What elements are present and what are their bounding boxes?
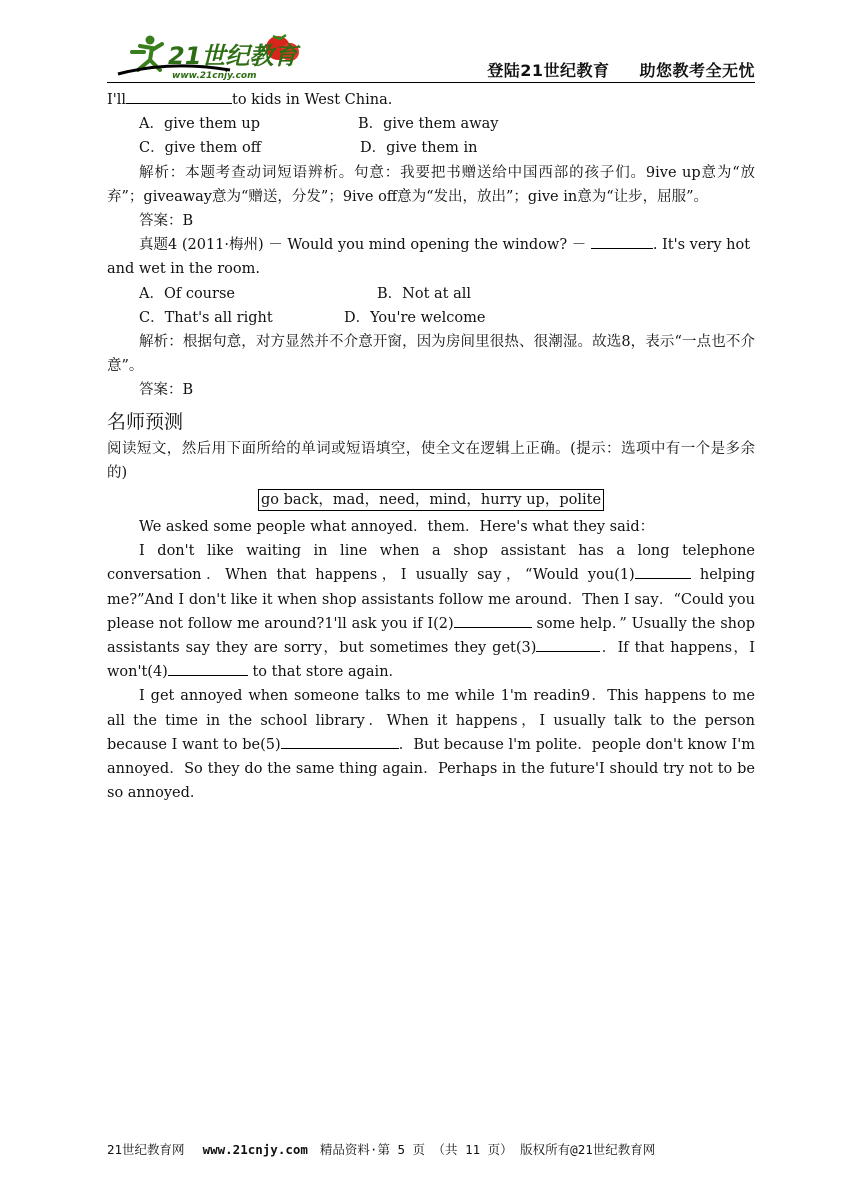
blank-2 [454, 612, 532, 628]
blank-3 [536, 636, 600, 652]
option-d: D．give them in [360, 140, 478, 157]
blank-1 [635, 563, 691, 579]
answer-blank [591, 233, 653, 249]
passage-paragraph-2: I don't like waiting in line when a shop assistant has a long telephone conversation．When that happens，I usually say，“Would you(1) helping me?”And I don't like it when shop assistants follow me around．Then I say．“Could you please not follow me around?1'll ask you if I(2) some help．” Usually the shop assistants say they are sorry，but sometimes they get(3) ．If that happens，I won't(4) to that store again． [107, 543, 755, 681]
question-4-options-row-1 [107, 282, 755, 306]
section-title: 名师预测 [107, 410, 184, 433]
question-4-answer: 答案：B [139, 382, 194, 399]
option-d: D．You're welcome [344, 309, 486, 326]
option-c: C．That's all right [139, 309, 273, 326]
option-b: B．give them away [358, 116, 499, 133]
question-3-options-row-2 [107, 136, 755, 160]
option-b: B．Not at all [377, 285, 472, 302]
page-footer [107, 1140, 755, 1158]
word-bank-box: go back，mad，need，mind，hurry up，polite [258, 489, 604, 511]
logo-url: www.21cnjy.com [172, 71, 257, 81]
option-a: A．give them up [139, 116, 260, 133]
question-3-stem: I'll to kids in West China. [107, 88, 755, 112]
footer-site-link[interactable]: www.21cnjy.com [202, 1142, 308, 1157]
answer-blank [126, 88, 232, 104]
slogan-right: 助您教考全无忧 [639, 61, 755, 80]
passage-paragraph-1: We asked some people what annoyed．them．Here's what they said： [139, 519, 655, 536]
word-bank [107, 487, 755, 513]
question-4-stem-continued: and wet in the room. [107, 261, 260, 278]
blank-4 [168, 660, 248, 676]
question-3-options-row-1 [107, 112, 755, 136]
option-c: C．give them off [139, 140, 262, 157]
slogan-left: 登陆21世纪教育 [487, 61, 610, 80]
question-4-options-row-2 [107, 306, 755, 330]
page-content [107, 88, 755, 805]
question-4-analysis: 解析：根据句意，对方显然并不介意开窗，因为房间里很热、很潮湿。故选8，表示“一点也不介意”。 [107, 334, 755, 375]
question-3-answer: 答案：B [139, 213, 194, 230]
passage-paragraph-3: I get annoyed when someone talks to me while 1'm readin9．This happens to me all the time in the school library．When it happens，I usually talk to the person because I want to be(5) ．But because l'm polite．people don't know I'm annoyed．So they do the same thing again．Perhaps in the future'I should try not to be so annoyed． [107, 688, 755, 802]
footer-left: 21世纪教育网 [107, 1142, 185, 1157]
header-divider [107, 82, 755, 83]
header-slogan [487, 58, 755, 81]
question-4-stem: 真题4 (2011·梅州) － Would you mind opening the window? － . It's very hot [107, 233, 755, 257]
section-instruction: 阅读短文，然后用下面所给的单词或短语填空，使全文在逻辑上正确。(提示：选项中有一个是多余的) [107, 440, 755, 481]
site-logo [110, 30, 310, 82]
footer-right: 精品资料·第 5 页 （共 11 页） 版权所有@21世纪教育网 [319, 1142, 656, 1157]
blank-5 [281, 733, 399, 749]
question-3-analysis: 解析：本题考查动词短语辨析。句意：我要把书赠送给中国西部的孩子们。9ive up意为“放弃”；giveaway意为“赠送，分发”；9ive off意为“发出，放出”；give in意为“让步，屈服”。 [107, 164, 755, 205]
logo-text: 21世纪教育 [168, 42, 298, 70]
option-a: A．Of course [139, 285, 235, 302]
